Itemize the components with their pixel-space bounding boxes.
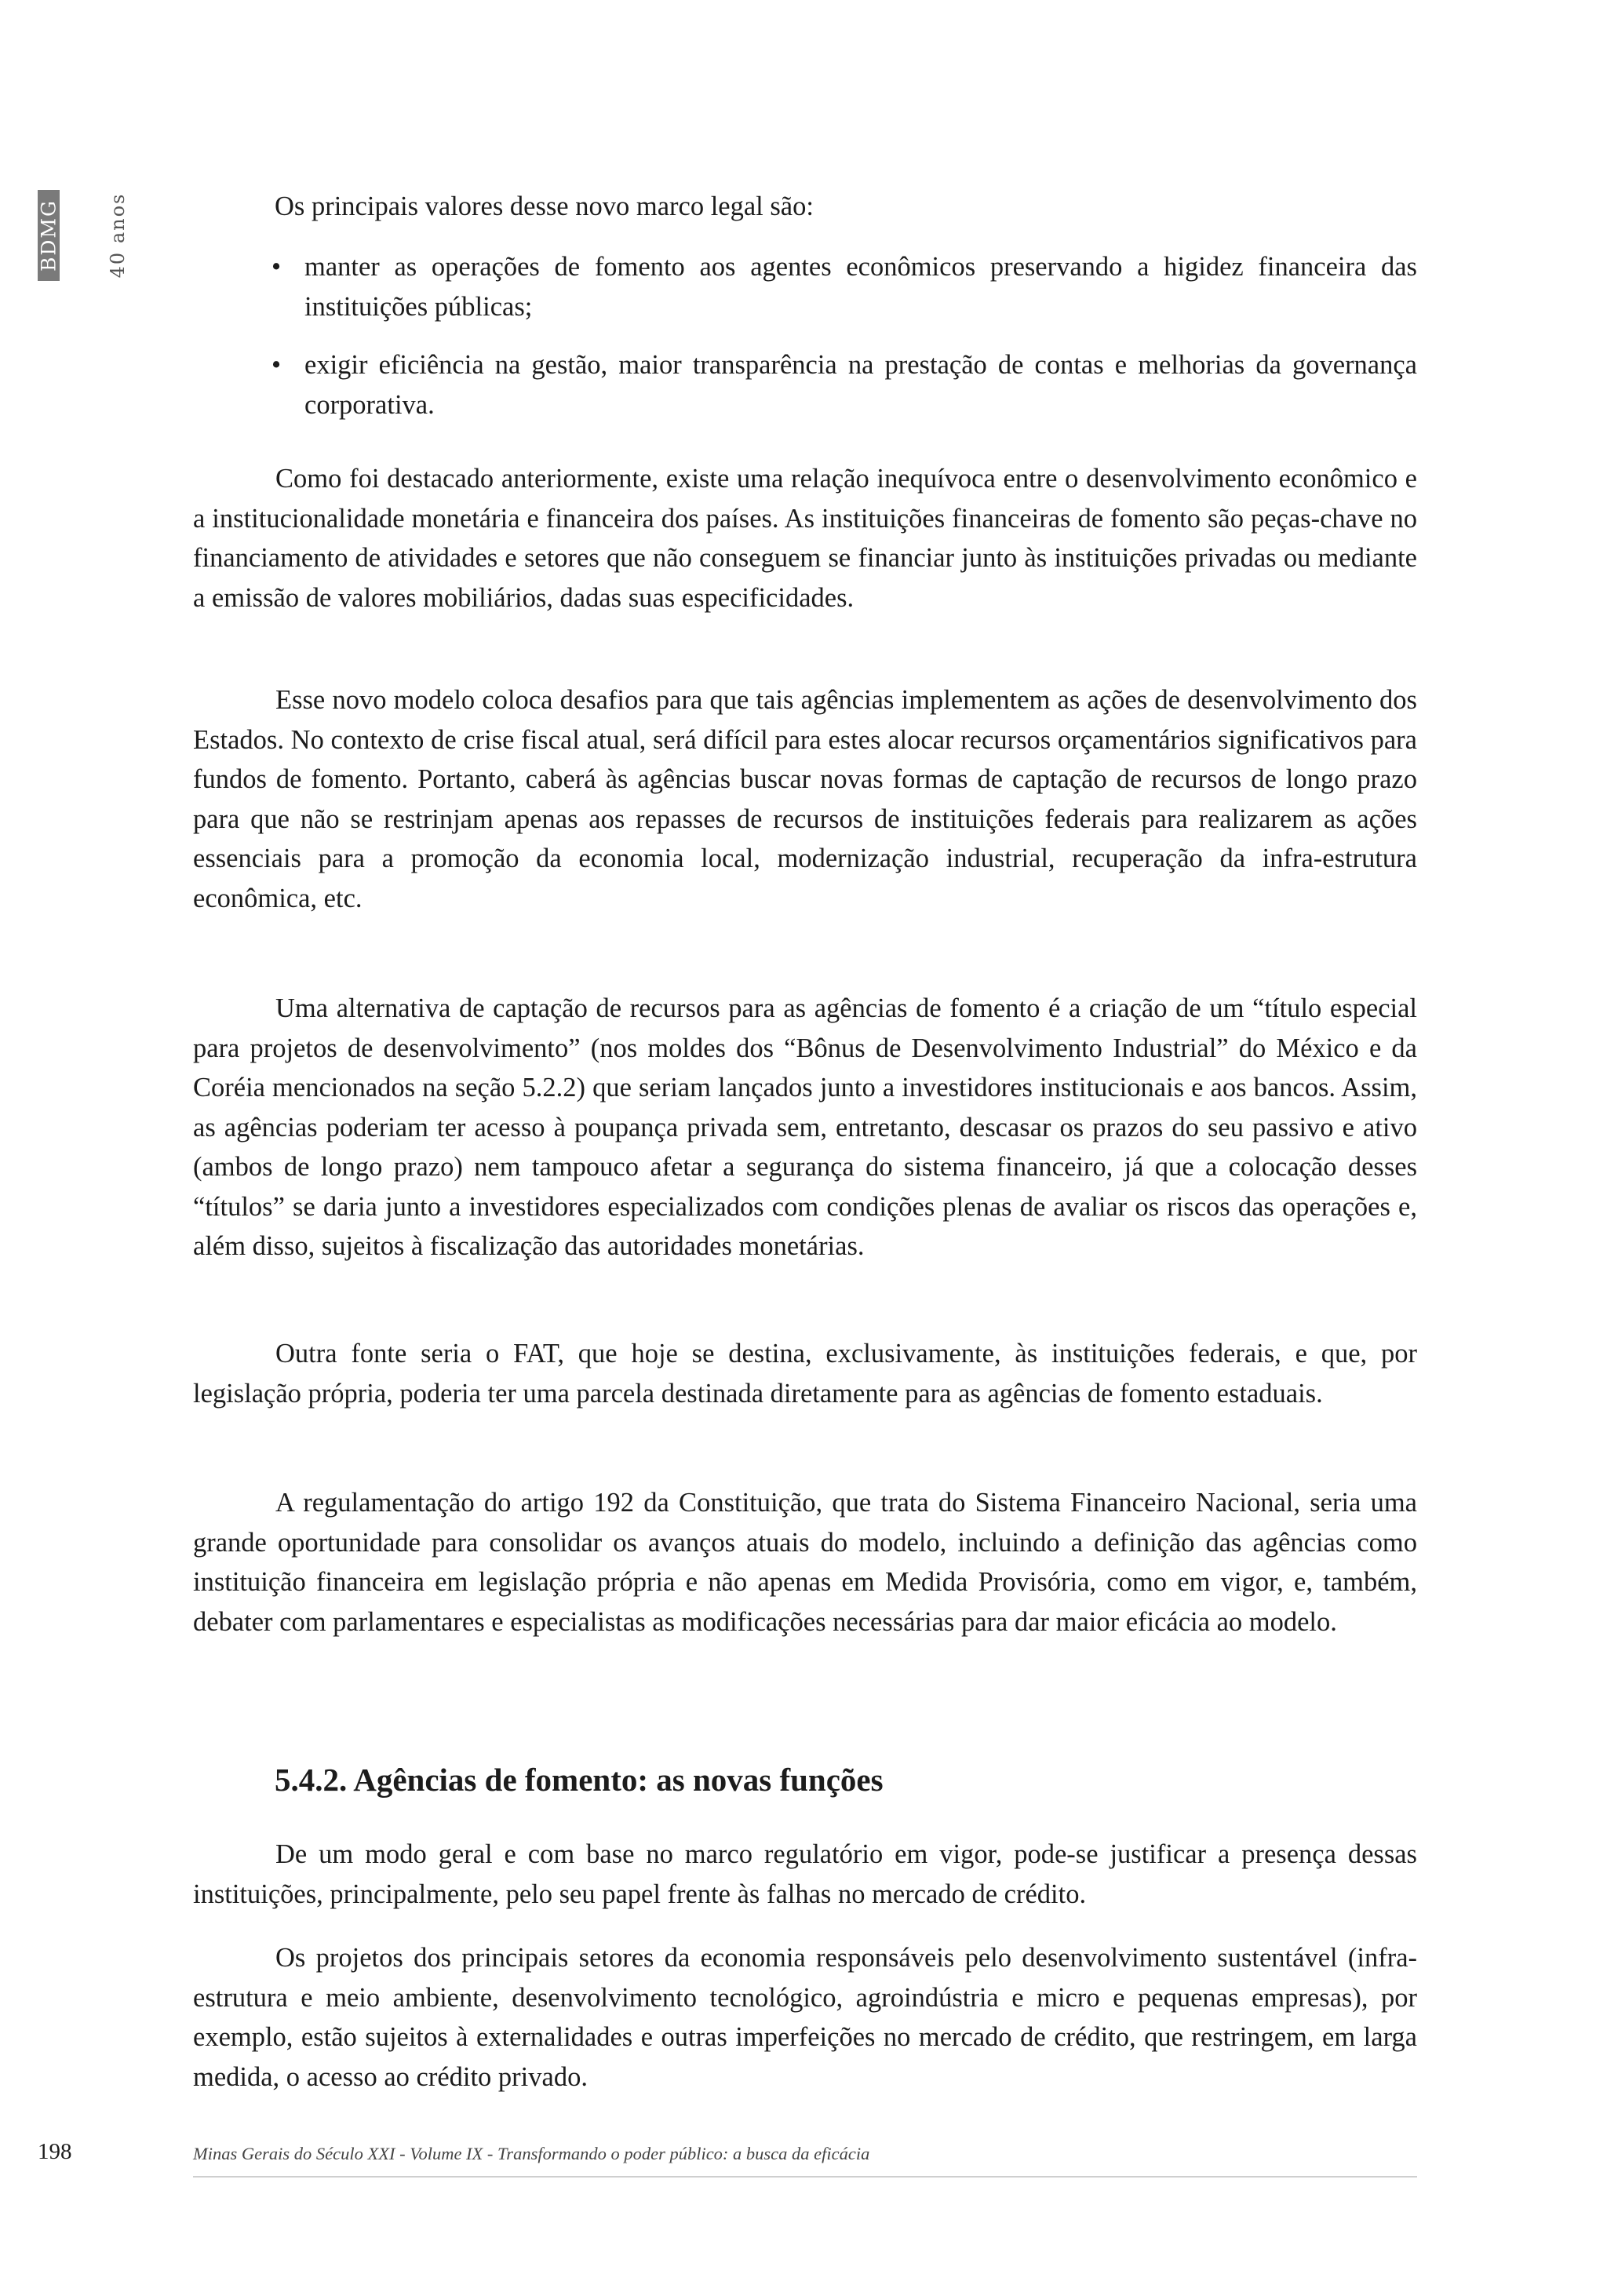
bullet-symbol: • xyxy=(271,350,282,380)
paragraph-text: Esse novo modelo coloca desafios para que tais agências implementem as ações de desenvolvimento dos Estados. No contexto de crise fiscal atual, será difícil para estes alocar recursos orçamentários significativos para fundos de fomento. Portanto, caberá às agências buscar novas formas de captação de recursos de longo prazo para que não se restrinjam apenas aos repasses de recursos de instituições federais para realizarem as ações essenciais para a promoção da economia local, modernização industrial, recuperação da infra-estrutura econômica, etc. xyxy=(193,685,1417,913)
paragraph-text: De um modo geral e com base no marco regulatório em vigor, pode-se justificar a presença dessas instituições, principalmente, pelo seu papel frente às falhas no mercado de crédito. xyxy=(193,1839,1417,1909)
paragraph xyxy=(193,1835,1417,1914)
side-tab xyxy=(37,190,129,281)
paragraph xyxy=(193,459,1417,618)
brand-box xyxy=(38,190,60,281)
paragraph-text: Outra fonte seria o FAT, que hoje se destina, exclusivamente, às instituições federais, e que, por legislação própria, poderia ter uma parcela destinada diretamente para as agências de fomento estaduais. xyxy=(193,1339,1417,1409)
paragraph xyxy=(193,680,1417,918)
paragraph xyxy=(193,1483,1417,1642)
section-heading: 5.4.2. Agências de fomento: as novas funções xyxy=(275,1762,884,1798)
paragraph xyxy=(193,989,1417,1266)
bullet-item xyxy=(268,247,1417,326)
paragraph-text: A regulamentação do artigo 192 da Constituição, que trata do Sistema Financeiro Nacional, seria uma grande oportunidade para consolidar os avanços atuais do modelo, incluindo a definição das agências como instituição financeira em legislação própria e não apenas em Medida Provisória, como em vigor, e, também, debater com parlamentares e especialistas as modificações necessárias para dar maior eficácia ao modelo. xyxy=(193,1488,1417,1637)
bullet-item xyxy=(268,345,1417,425)
footer-rule xyxy=(193,2176,1417,2178)
brand-subtitle: 40 anos xyxy=(107,192,129,279)
intro-text: Os principais valores desse novo marco legal são: xyxy=(275,191,814,221)
brand-label: BDMG xyxy=(37,199,60,272)
paragraph-text: Como foi destacado anteriormente, existe uma relação inequívoca entre o desenvolvimento econômico e a institucionalidade monetária e financeira dos países. As instituições financeiras de fomento são peças-chave no financiamento de atividades e setores que não conseguem se financiar junto às instituições privadas ou mediante a emissão de valores mobiliários, dadas suas especificidades. xyxy=(193,464,1417,613)
bullet-text: exigir eficiência na gestão, maior transparência na prestação de contas e melhorias da governança corporativa. xyxy=(304,350,1417,420)
running-title: Minas Gerais do Século XXI - Volume IX - Transformando o poder público: a busca da eficácia xyxy=(193,2144,870,2163)
page-number: 198 xyxy=(38,2139,72,2164)
paragraph-text: Uma alternativa de captação de recursos para as agências de fomento é a criação de um “título especial para projetos de desenvolvimento” (nos moldes dos “Bônus de Desenvolvimento Industrial” do México e da Coréia mencionados na seção 5.2.2) que seriam lançados junto a investidores institucionais e aos bancos. Assim, as agências poderiam ter acesso à poupança privada sem, entretanto, descasar os prazos do seu passivo e ativo (ambos de longo prazo) nem tampouco afetar a segurança do sistema financeiro, já que a colocação desses “títulos” se daria junto a investidores especializados com condições plenas de avaliar os riscos das operações e, além disso, sujeitos à fiscalização das autoridades monetárias. xyxy=(193,993,1417,1261)
paragraph-text: Os projetos dos principais setores da economia responsáveis pelo desenvolvimento sustentável (infra-estrutura e meio ambiente, desenvolvimento tecnológico, agroindústria e micro e pequenas empresas), por exemplo, estão sujeitos à externalidades e outras imperfeições no mercado de crédito, que restringem, em larga medida, o acesso ao crédito privado. xyxy=(193,1943,1417,2092)
bullet-text: manter as operações de fomento aos agentes econômicos preservando a higidez financeira das instituições públicas; xyxy=(304,252,1417,322)
paragraph xyxy=(193,1334,1417,1413)
bullet-symbol: • xyxy=(271,252,282,282)
intro-line xyxy=(275,187,1417,227)
paragraph xyxy=(193,1938,1417,2097)
bullet-list xyxy=(268,247,1417,443)
